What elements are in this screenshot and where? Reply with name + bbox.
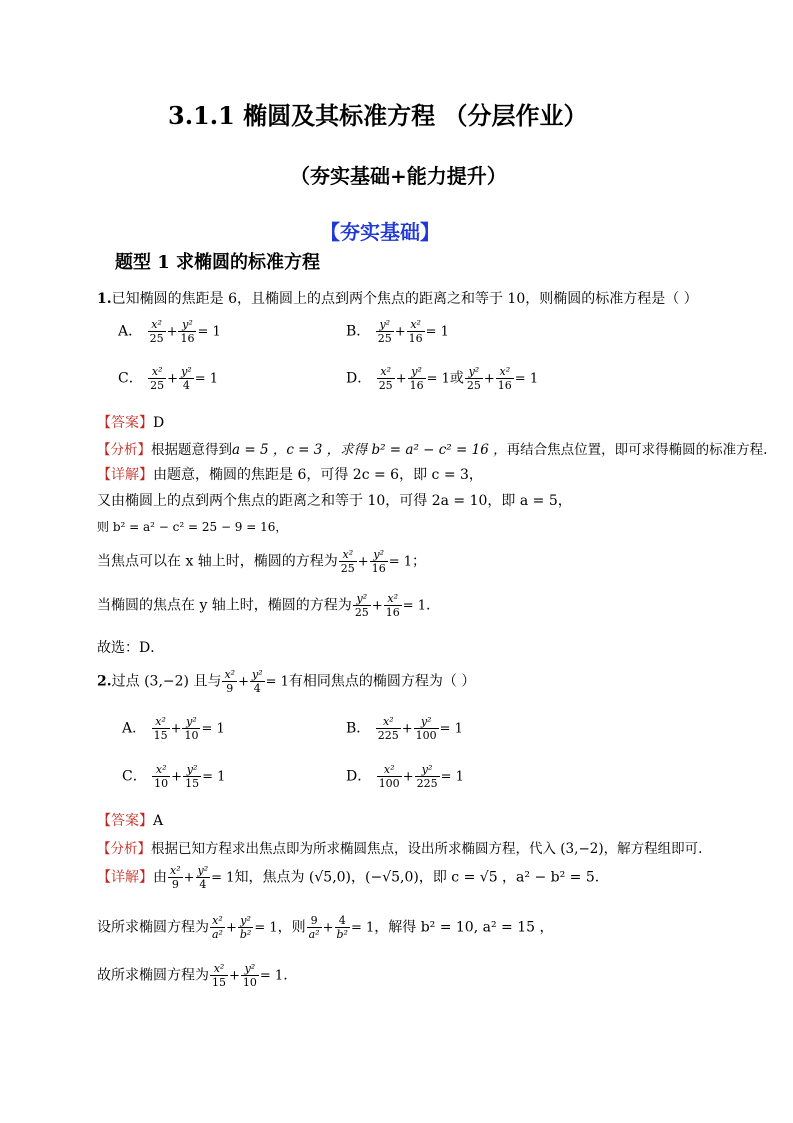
q2-option-b: B． $\frac{\text{x²}}{225}$ + $\frac{\text{y²}}{100}$ = 1 [346, 715, 463, 742]
q1-conclusion: 故选：D． [97, 640, 165, 656]
q1-option-d: D． $\frac{\text{x²}}{25}$ + $\frac{\text{y²}}{16}$ = 1或 $\frac{\text{y²}}{25}$ + $\frac{\text{x²}}{16}$ = 1 [346, 365, 539, 392]
q2-answer: 【答案】A [97, 813, 164, 829]
q2-detail-line-1: 【详解】由 $\frac{\text{x²}}{9}$ + $\frac{\text{y²}}{4}$ = 1知，焦点为 (√5,0)，(−√5,0)，即 c = √5 ，a² − b² = 5. [97, 864, 600, 891]
question-1-stem: 1.已知椭圆的焦距是 6，且椭圆上的点到两个焦点的距离之和等于 10，则椭圆的标准方程是（ ） [97, 291, 698, 307]
q1-option-b: B． $\frac{\text{y²}}{25}$ + $\frac{\text{x²}}{16}$ = 1 [346, 318, 449, 345]
page-subtitle: （夯实基础+能力提升） [290, 164, 507, 188]
q2-analysis: 【分析】根据已知方程求出焦点即为所求椭圆焦点，设出所求椭圆方程，代入 (3,−2)，解方程组即可. [97, 841, 703, 857]
page-title: 3.1.1 椭圆及其标准方程 （分层作业） [168, 101, 588, 130]
q2-option-a: A． $\frac{\text{x²}}{15}$ + $\frac{\text{y²}}{10}$ = 1 [122, 715, 225, 742]
q1-answer: 【答案】D [97, 415, 165, 431]
q1-detail-line-1: 【详解】由题意，椭圆的焦距是 6，可得 2c = 6，即 c = 3， [97, 467, 483, 483]
q2-option-d: D． $\frac{\text{x²}}{100}$ + $\frac{\text{y²}}{225}$ = 1 [346, 763, 464, 790]
q2-detail-line-2: 设所求椭圆方程为 $\frac{\text{x²}}{\text{a²}}$ + $\frac{\text{y²}}{\text{b²}}$ = 1，则 $\frac{9}{\text{a²}}$ + $\frac{4}{\text{b²}}$ = 1，解得 b² = 10, a² = 15 ， [97, 914, 554, 941]
q1-detail-line-3: 则 b² = a² − c² = 25 − 9 = 16， [97, 520, 288, 534]
q1-detail-line-2: 又由椭圆上的点到两个焦点的距离之和等于 10，可得 2a = 10，即 a = 5， [97, 493, 572, 509]
section-heading: 【夯实基础】 [320, 220, 440, 244]
q2-option-c: C． $\frac{\text{x²}}{10}$ + $\frac{\text{y²}}{15}$ = 1 [122, 763, 226, 790]
q1-option-a: A． $\frac{\text{x²}}{25}$ + $\frac{\text{y²}}{16}$ = 1 [118, 318, 221, 345]
q1-detail-line-4: 当焦点可以在 x 轴上时，椭圆的方程为 $\frac{\text{x²}}{25}$ + $\frac{\text{y²}}{16}$ = 1； [97, 548, 426, 575]
q2-detail-line-3: 故所求椭圆方程为 $\frac{\text{x²}}{15}$ + $\frac{\text{y²}}{10}$ = 1. [97, 962, 288, 989]
q1-detail-line-5: 当椭圆的焦点在 y 轴上时，椭圆的方程为 $\frac{\text{y²}}{25}$ + $\frac{\text{x²}}{16}$ = 1. [97, 592, 431, 619]
q1-analysis: 【分析】根据题意得到a = 5 ，c = 3 ，求得 b² = a² − c² = 16 ，再结合焦点位置，即可求得椭圆的标准方程. [97, 442, 768, 458]
question-type-heading: 题型 1 求椭圆的标准方程 [115, 252, 321, 273]
q1-option-c: C． $\frac{\text{x²}}{25}$ + $\frac{\text{y²}}{4}$ = 1 [118, 365, 218, 392]
question-2-stem: 2.过点 (3,−2) 且与 $\frac{\text{x²}}{9}$ + $\frac{\text{y²}}{4}$ = 1有相同焦点的椭圆方程为（ ） [97, 668, 476, 695]
